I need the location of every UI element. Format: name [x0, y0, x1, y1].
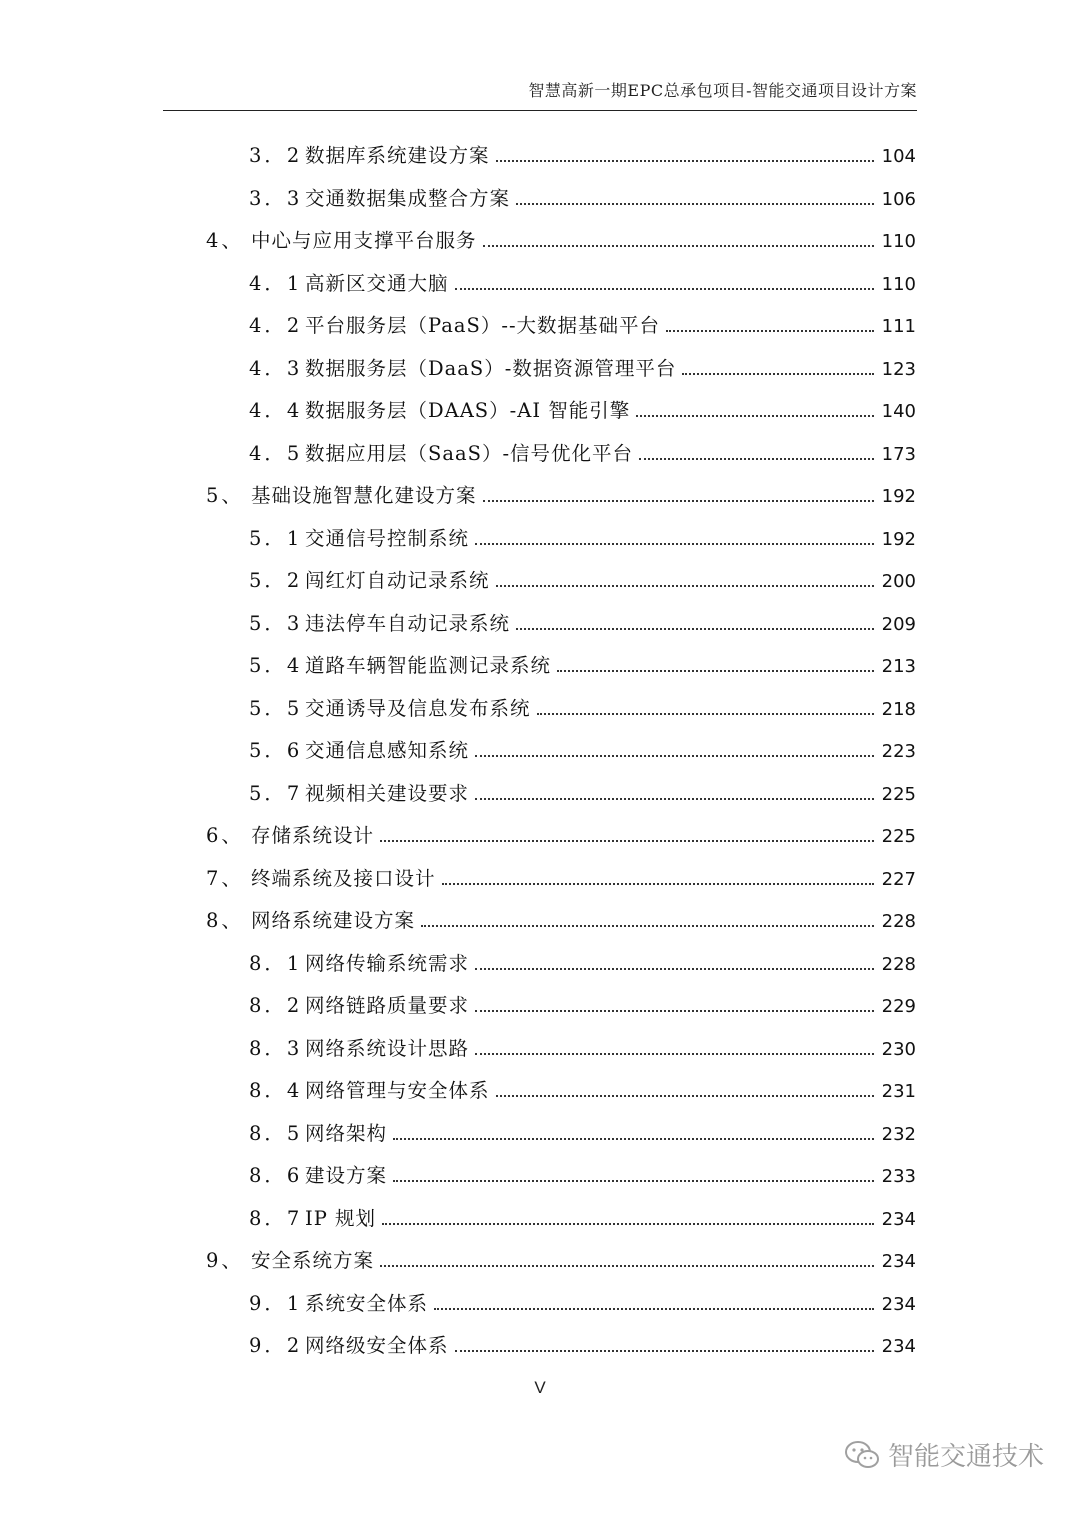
toc-entry-title: 数据服务层（DaaS）-数据资源管理平台 — [305, 356, 677, 380]
toc-entry-number: 8．7 — [249, 1206, 303, 1230]
toc-entry-number: 5．6 — [249, 739, 303, 762]
toc-entry[interactable] — [0, 770, 916, 812]
dot-leader — [380, 1264, 874, 1267]
dot-leader — [442, 882, 874, 885]
toc-entry-title: 交通数据集成整合方案 — [305, 186, 511, 210]
dot-leader — [639, 457, 874, 460]
document-title: 智慧高新一期EPC总承包项目-智能交通项目设计方案 — [528, 81, 917, 100]
dot-leader — [382, 1222, 874, 1225]
dot-leader — [496, 159, 874, 162]
toc-entry[interactable] — [0, 600, 916, 642]
toc-entry[interactable] — [0, 1322, 916, 1364]
toc-entry-page: 200 — [881, 571, 916, 592]
toc-entry[interactable] — [0, 642, 916, 684]
toc-entry[interactable] — [0, 1237, 916, 1279]
toc-entry-page: 218 — [881, 698, 916, 720]
toc-entry-page: 173 — [881, 443, 916, 465]
toc-entry-title: 存储系统设计 — [251, 824, 375, 847]
toc-entry[interactable] — [0, 302, 916, 344]
toc-entry-title: 网络架构 — [305, 1121, 388, 1145]
toc-entry-number: 8．1 — [249, 951, 303, 975]
toc-entry-title: 系统安全体系 — [305, 1291, 429, 1315]
toc-entry-page: 111 — [881, 316, 916, 337]
page-number: V — [534, 1378, 546, 1397]
toc-entry-title: 违法停车自动记录系统 — [305, 611, 511, 635]
dot-leader — [380, 839, 874, 842]
toc-entry[interactable] — [0, 897, 916, 939]
toc-entry[interactable] — [0, 685, 916, 727]
toc-entry-title: 交通信号控制系统 — [305, 526, 470, 550]
toc-entry-title: 交通诱导及信息发布系统 — [305, 696, 531, 720]
dot-leader — [475, 542, 874, 545]
toc-entry-page: 106 — [881, 188, 916, 210]
toc-entry-title: 网络系统设计思路 — [305, 1036, 470, 1060]
toc-entry-page: 232 — [881, 1123, 916, 1145]
toc-entry-page: 123 — [881, 358, 916, 380]
toc-entry-title: 终端系统及接口设计 — [251, 866, 436, 890]
toc-entry[interactable] — [0, 387, 916, 429]
toc-entry-page: 192 — [881, 486, 916, 507]
toc-entry-title: 网络系统建设方案 — [251, 909, 416, 932]
toc-entry-title: 平台服务层（PaaS）--大数据基础平台 — [305, 314, 661, 337]
toc-entry[interactable] — [0, 1152, 916, 1194]
toc-entry-title: 安全系统方案 — [251, 1249, 375, 1272]
toc-entry-number: 5．5 — [249, 696, 303, 720]
toc-entry-number: 8．4 — [249, 1079, 303, 1102]
dot-leader — [434, 1307, 874, 1310]
dot-leader — [682, 372, 873, 375]
toc-entry-page: 223 — [881, 741, 916, 762]
toc-entry-title: 道路车辆智能监测记录系统 — [305, 654, 552, 677]
toc-entry-number: 8．5 — [249, 1121, 303, 1145]
dot-leader — [421, 924, 874, 927]
dot-leader — [636, 414, 873, 417]
dot-leader — [475, 797, 874, 800]
toc-entry-number: 8、 — [206, 909, 244, 932]
toc-entry-title: 视频相关建设要求 — [305, 781, 470, 805]
toc-entry-page: 233 — [881, 1166, 916, 1187]
dot-leader — [496, 584, 874, 587]
toc-entry[interactable] — [0, 1025, 916, 1067]
toc-entry-title: 网络链路质量要求 — [305, 994, 470, 1017]
dot-leader — [537, 712, 874, 715]
toc-entry-number: 9．2 — [249, 1334, 303, 1357]
toc-entry-page: 227 — [881, 868, 916, 890]
toc-entry-number: 4．2 — [249, 314, 303, 337]
toc-entry-title: 数据库系统建设方案 — [305, 144, 490, 167]
toc-entry[interactable] — [0, 1280, 916, 1322]
toc-entry[interactable] — [0, 940, 916, 982]
toc-entry-page: 110 — [881, 273, 916, 295]
toc-entry-number: 4．4 — [249, 399, 303, 422]
toc-entry-number: 8．3 — [249, 1036, 303, 1060]
toc-entry-title: 网络管理与安全体系 — [305, 1079, 490, 1102]
toc-entry-number: 4、 — [206, 229, 244, 252]
dot-leader — [475, 967, 874, 970]
toc-entry-number: 8．2 — [249, 994, 303, 1017]
toc-entry-title: 高新区交通大脑 — [305, 271, 449, 295]
toc-entry[interactable] — [0, 812, 916, 854]
toc-entry-page: 140 — [881, 401, 916, 422]
toc-entry-title: 闯红灯自动记录系统 — [305, 569, 490, 592]
toc-entry-page: 213 — [881, 656, 916, 677]
toc-entry[interactable] — [0, 345, 916, 387]
dot-leader — [516, 627, 874, 630]
dot-leader — [516, 202, 874, 205]
dot-leader — [666, 329, 874, 332]
toc-entry-number: 4．5 — [249, 441, 303, 465]
toc-entry-number: 4．1 — [249, 271, 303, 295]
toc-entry[interactable] — [0, 175, 916, 217]
dot-leader — [557, 669, 874, 672]
toc-entry-number: 9、 — [206, 1249, 244, 1272]
toc-entry-number: 4．3 — [249, 356, 303, 380]
toc-entry-page: 230 — [881, 1038, 916, 1060]
toc-entry-page: 231 — [881, 1081, 916, 1102]
toc-entry-number: 5．1 — [249, 526, 303, 550]
toc-entry-number: 7、 — [206, 866, 244, 890]
toc-entry-title: 数据应用层（SaaS）-信号优化平台 — [305, 441, 634, 465]
toc-entry[interactable] — [0, 1067, 916, 1109]
toc-entry-number: 5．4 — [249, 654, 303, 677]
toc-entry-page: 225 — [881, 826, 916, 847]
toc-entry-title: 基础设施智慧化建设方案 — [251, 484, 477, 507]
toc-entry[interactable] — [0, 430, 916, 472]
toc-entry[interactable] — [0, 515, 916, 557]
toc-entry-page: 234 — [881, 1208, 916, 1230]
toc-entry-title: 建设方案 — [305, 1164, 388, 1187]
watermark-text: 智能交通技术 — [887, 1442, 1044, 1472]
wechat-icon — [844, 1440, 880, 1470]
toc-entry-page: 104 — [881, 146, 916, 167]
toc-entry-title: 网络传输系统需求 — [305, 951, 470, 975]
toc-entry[interactable] — [0, 260, 916, 302]
toc-entry[interactable] — [0, 217, 916, 259]
toc-entry-number: 8．6 — [249, 1164, 303, 1187]
toc-entry-number: 5、 — [206, 484, 244, 507]
toc-entry-number: 5．7 — [249, 781, 303, 805]
toc-entry-title: 数据服务层（DAAS）-AI 智能引擎 — [305, 399, 631, 422]
dot-leader — [475, 1052, 874, 1055]
toc-entry[interactable] — [0, 855, 916, 897]
toc-entry-page: 234 — [881, 1336, 916, 1357]
toc-entry[interactable] — [0, 727, 916, 769]
toc-entry-page: 234 — [881, 1251, 916, 1272]
toc-entry[interactable] — [0, 472, 916, 514]
toc-entry-page: 225 — [881, 783, 916, 805]
toc-entry-page: 228 — [881, 953, 916, 975]
toc-entry-number: 5．2 — [249, 569, 303, 592]
toc-entry-number: 3．3 — [249, 186, 303, 210]
toc-entry-title: IP 规划 — [305, 1206, 377, 1230]
toc-entry[interactable] — [0, 1195, 916, 1237]
toc-entry-title: 交通信息感知系统 — [305, 739, 470, 762]
toc-entry-page: 209 — [881, 613, 916, 635]
toc-entry[interactable] — [0, 132, 916, 174]
toc-entry-number: 3．2 — [249, 144, 303, 167]
toc-entry-title: 中心与应用支撑平台服务 — [251, 229, 477, 252]
toc-entry-page: 228 — [881, 911, 916, 932]
toc-entry-page: 110 — [881, 231, 916, 252]
dot-leader — [393, 1137, 874, 1140]
dot-leader — [475, 754, 874, 757]
toc-entry-number: 6、 — [206, 824, 244, 847]
dot-leader — [393, 1179, 874, 1182]
toc-entry-page: 234 — [881, 1293, 916, 1315]
page-header — [163, 74, 917, 111]
dot-leader — [483, 499, 874, 502]
toc-entry-number: 5．3 — [249, 611, 303, 635]
toc-entry[interactable] — [0, 1110, 916, 1152]
watermark — [844, 1436, 1044, 1473]
dot-leader — [475, 1009, 874, 1012]
toc-entry[interactable] — [0, 557, 916, 599]
toc-entry-page: 229 — [881, 996, 916, 1017]
dot-leader — [455, 1349, 874, 1352]
dot-leader — [496, 1094, 874, 1097]
toc-entry[interactable] — [0, 982, 916, 1024]
toc-entry-title: 网络级安全体系 — [305, 1334, 449, 1357]
toc-entry-page: 192 — [881, 528, 916, 550]
dot-leader — [483, 244, 874, 247]
dot-leader — [455, 287, 874, 290]
toc-entry-number: 9．1 — [249, 1291, 303, 1315]
